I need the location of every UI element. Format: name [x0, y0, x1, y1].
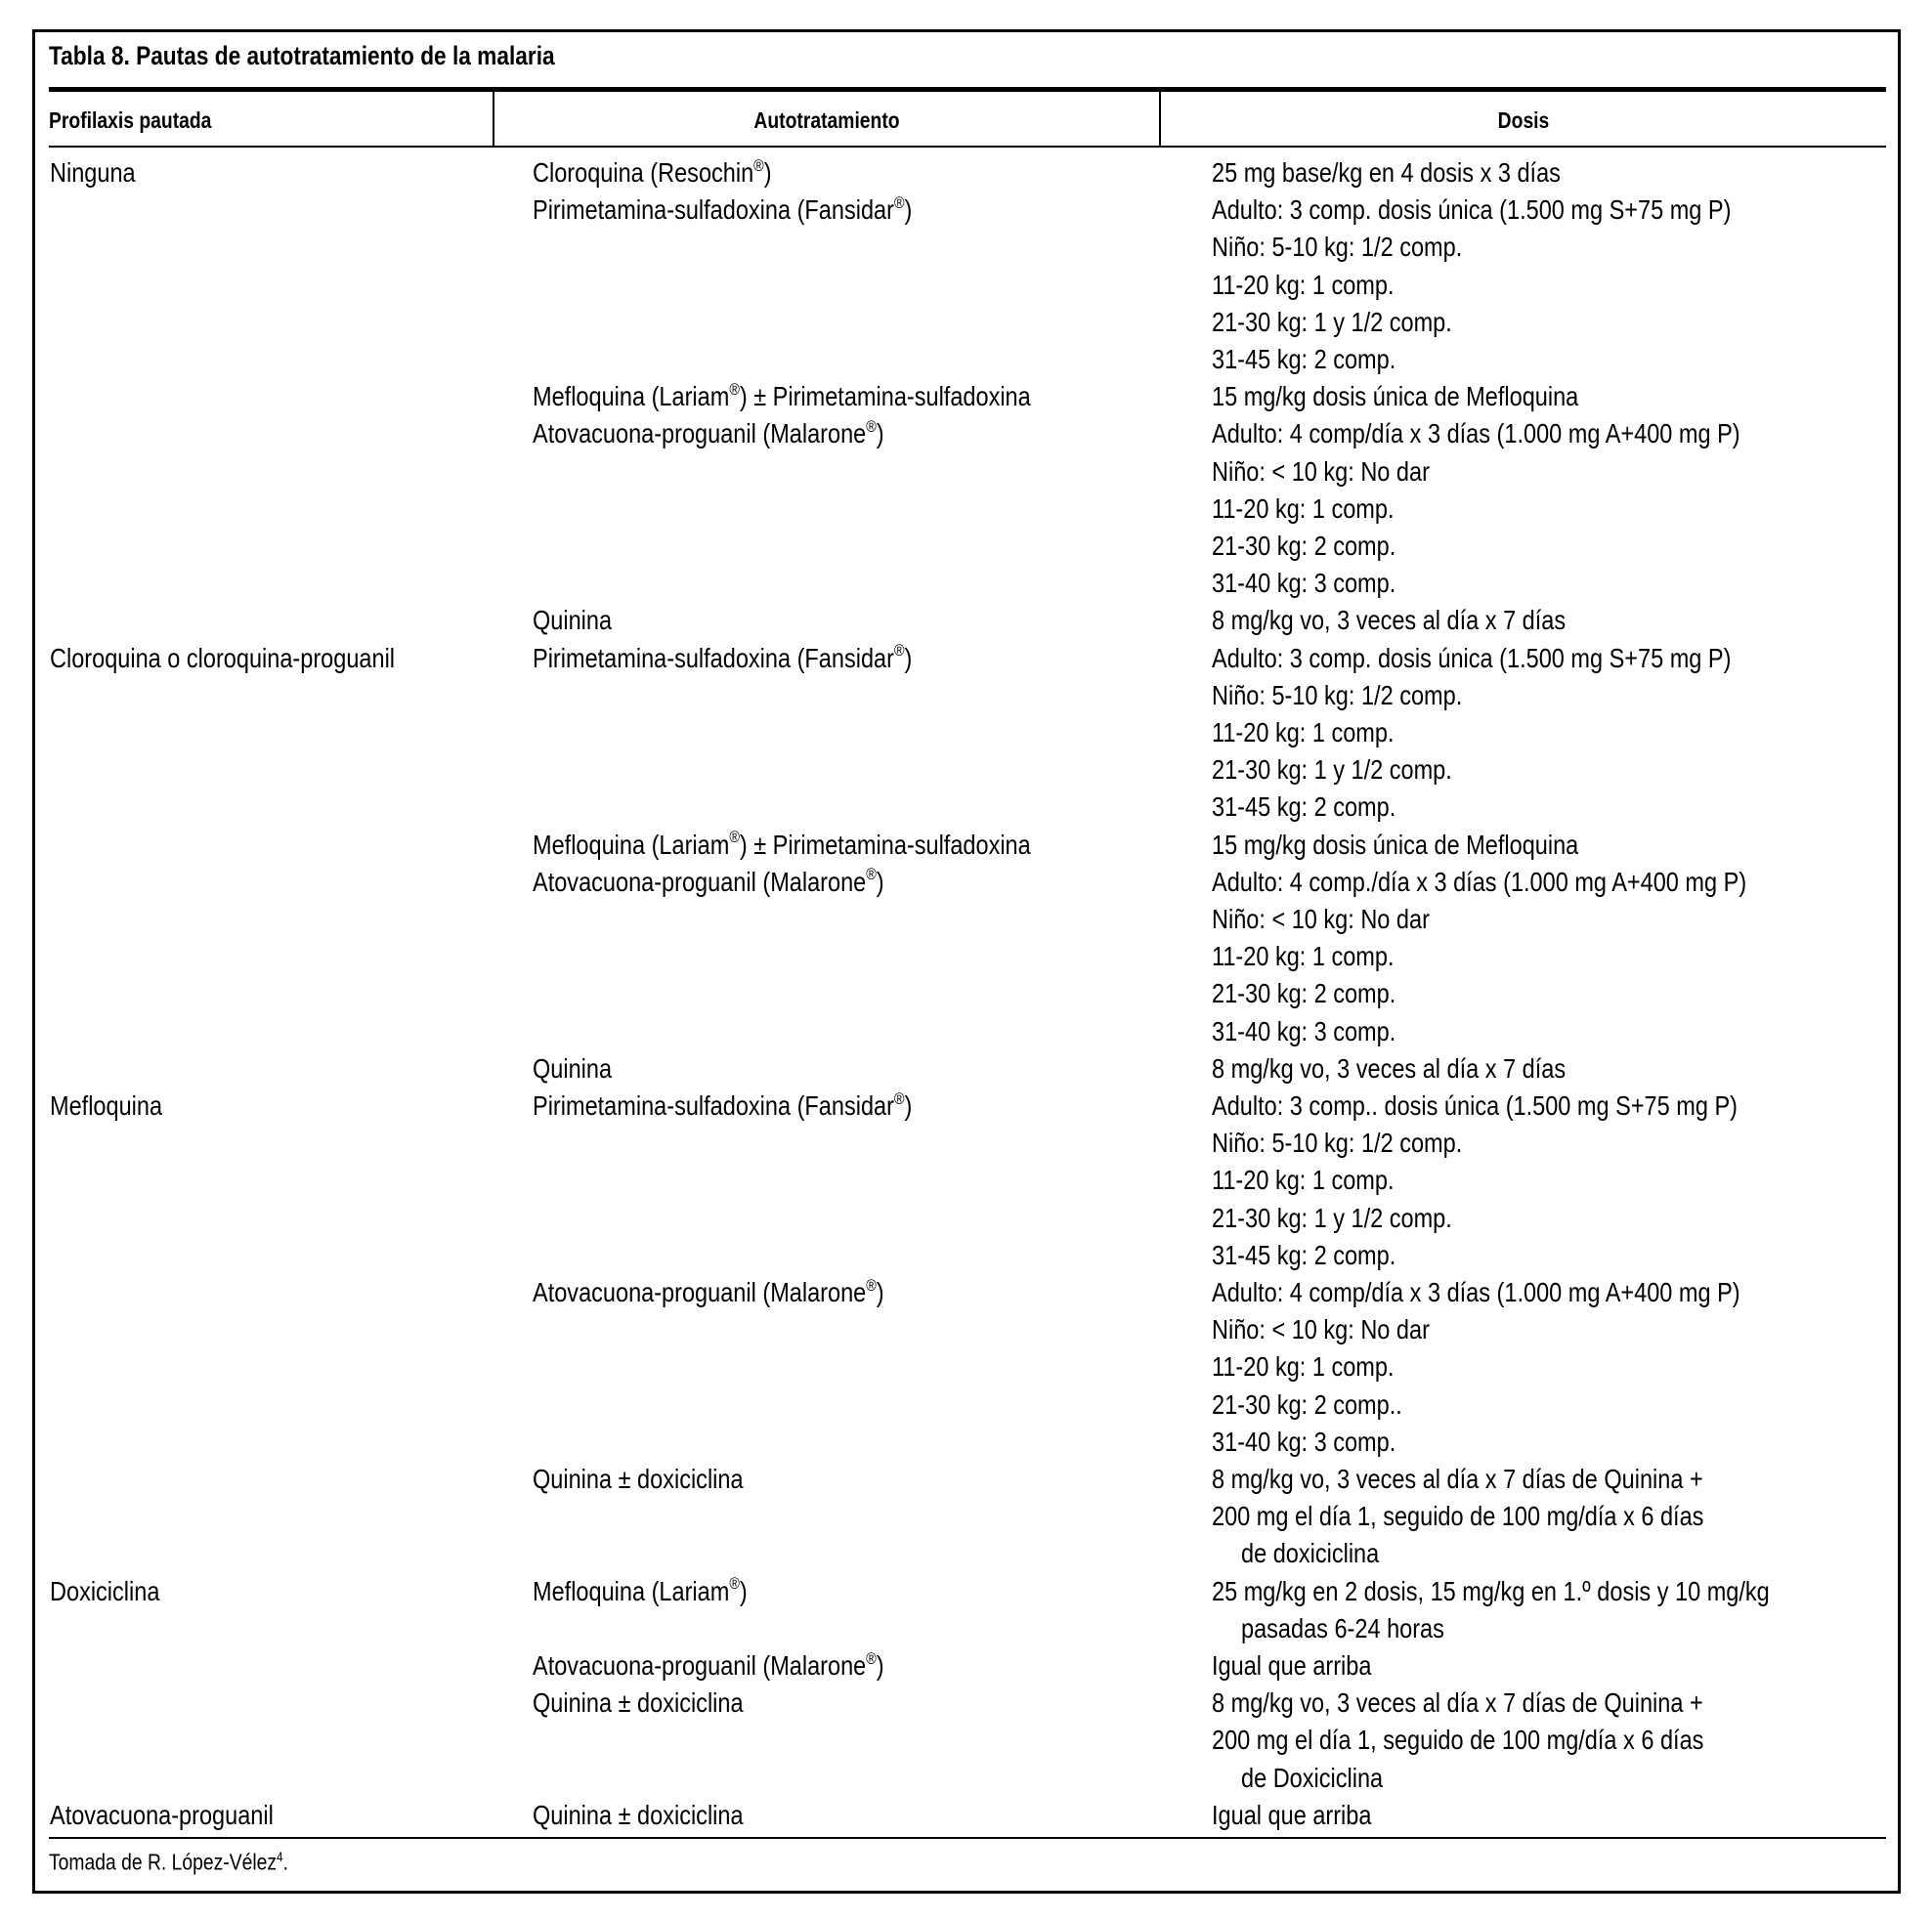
dosis-cell: 11-20 kg: 1 comp. — [1212, 1351, 1395, 1383]
drug-name: Mefloquina (Lariam — [533, 1575, 730, 1606]
autotratamiento-cell — [533, 1461, 744, 1498]
header-autotratamiento: Autotratamiento — [753, 107, 900, 133]
dosis-cell: 8 mg/kg vo, 3 veces al día x 7 días de Quinina + — [1212, 1464, 1703, 1494]
dosis-cell: 31-45 kg: 2 comp. — [1212, 344, 1396, 374]
header-dosis: Dosis — [1497, 107, 1550, 133]
dosis-cell: Adulto: 4 comp/día x 3 días (1.000 mg A+400 mg P) — [1212, 418, 1740, 449]
registered-mark: ® — [893, 192, 905, 212]
registered-mark: ® — [729, 1574, 740, 1594]
dosis-cell: Adulto: 3 comp. dosis única (1.500 mg S+75 mg P) — [1212, 642, 1732, 673]
dosis-cell: Niño: < 10 kg: No dar — [1212, 455, 1430, 487]
title-rule — [49, 87, 1886, 92]
registered-mark: ® — [866, 1648, 877, 1668]
dosis-cell: 21-30 kg: 2 comp. — [1212, 531, 1396, 561]
drug-name-suffix: ) — [876, 418, 884, 449]
drug-name: Pirimetamina-sulfadoxina (Fansidar — [533, 194, 894, 226]
drug-name: Pirimetamina-sulfadoxina (Fansidar — [533, 642, 894, 673]
table-title: Tabla 8. Pautas de autotratamiento de la malaria — [49, 41, 555, 70]
dosis-cell: 25 mg/kg en 2 dosis, 15 mg/kg en 1.º dosis y 10 mg/kg — [1212, 1575, 1770, 1606]
dosis-cell: 21-30 kg: 1 y 1/2 comp. — [1212, 306, 1452, 337]
dosis-cell: Adulto: 3 comp.. dosis única (1.500 mg S+75 mg P) — [1212, 1090, 1738, 1121]
drug-name-suffix: ) — [904, 642, 913, 673]
dosis-cell: 21-30 kg: 1 y 1/2 comp. — [1212, 1202, 1452, 1233]
dosis-cell: 31-40 kg: 3 comp. — [1212, 1426, 1396, 1457]
registered-mark: ® — [866, 1275, 877, 1295]
dosis-cell: 11-20 kg: 1 comp. — [1212, 269, 1395, 300]
autotratamiento-cell — [533, 415, 884, 452]
drug-name: Mefloquina (Lariam — [533, 829, 730, 860]
dosis-cell: Niño: 5-10 kg: 1/2 comp. — [1212, 679, 1463, 710]
dosis-cell: Adulto: 3 comp. dosis única (1.500 mg S+75 mg P) — [1212, 194, 1732, 226]
profilaxis-cell: Atovacuona-proguanil — [50, 1799, 274, 1830]
drug-name: Quinina — [533, 605, 613, 636]
autotratamiento-cell — [533, 1647, 884, 1685]
footnote-ref: 4 — [277, 1849, 283, 1864]
column-divider — [493, 92, 494, 146]
header-rule — [49, 146, 1886, 148]
autotratamiento-cell — [533, 827, 1031, 864]
autotratamiento-cell — [533, 1050, 612, 1088]
registered-mark: ® — [753, 155, 764, 175]
drug-name: Atovacuona-proguanil (Malarone — [533, 1650, 867, 1681]
drug-name: Quinina ± doxiciclina — [533, 1464, 744, 1494]
dosis-cell: 11-20 kg: 1 comp. — [1212, 1165, 1395, 1196]
drug-name: Quinina ± doxiciclina — [533, 1799, 744, 1830]
dosis-cell: 31-45 kg: 2 comp. — [1212, 1239, 1396, 1270]
autotratamiento-cell — [533, 154, 772, 192]
dosis-cell: 11-20 kg: 1 comp. — [1212, 941, 1395, 972]
dosis-cell: 8 mg/kg vo, 3 veces al día x 7 días de Quinina + — [1212, 1687, 1703, 1719]
profilaxis-cell: Mefloquina — [50, 1090, 163, 1121]
bottom-rule — [49, 1837, 1886, 1839]
registered-mark: ® — [866, 417, 877, 437]
drug-name-suffix: ) — [876, 1650, 884, 1681]
dosis-cell: Igual que arriba — [1212, 1799, 1372, 1830]
drug-name-suffix: ) ± Pirimetamina-sulfadoxina — [739, 381, 1031, 412]
column-divider — [1159, 92, 1161, 146]
drug-name: Atovacuona-proguanil (Malarone — [533, 866, 867, 897]
dosis-cell: 31-40 kg: 3 comp. — [1212, 1015, 1396, 1046]
dosis-cell: Adulto: 4 comp./día x 3 días (1.000 mg A+400 mg P) — [1212, 866, 1747, 897]
drug-name-suffix: ) — [904, 1090, 913, 1121]
profilaxis-cell: Doxiciclina — [50, 1575, 160, 1606]
dosis-cell: Niño: 5-10 kg: 1/2 comp. — [1212, 1128, 1463, 1159]
autotratamiento-cell — [533, 1274, 884, 1311]
dosis-cell: 200 mg el día 1, seguido de 100 mg/día x 6 días — [1212, 1725, 1704, 1756]
profilaxis-cell: Ninguna — [50, 157, 136, 188]
autotratamiento-cell — [533, 378, 1031, 415]
dosis-cell: Igual que arriba — [1212, 1650, 1372, 1681]
dosis-cell: 8 mg/kg vo, 3 veces al día x 7 días — [1212, 1052, 1567, 1084]
drug-name-suffix: ) ± Pirimetamina-sulfadoxina — [739, 829, 1031, 860]
registered-mark: ® — [893, 641, 905, 661]
autotratamiento-cell — [533, 864, 884, 901]
dosis-cell: Niño: 5-10 kg: 1/2 comp. — [1212, 232, 1463, 263]
dosis-cell: 200 mg el día 1, seguido de 100 mg/día x 6 días — [1212, 1501, 1704, 1532]
registered-mark: ® — [866, 865, 877, 884]
dosis-cell: 21-30 kg: 1 y 1/2 comp. — [1212, 754, 1452, 786]
autotratamiento-cell — [533, 1573, 748, 1610]
dosis-cell: pasadas 6-24 horas — [1241, 1612, 1444, 1643]
drug-name: Cloroquina (Resochin — [533, 157, 754, 188]
drug-name-suffix: ) — [876, 1277, 884, 1307]
dosis-cell: de Doxiciclina — [1241, 1762, 1384, 1793]
dosis-cell: Niño: < 10 kg: No dar — [1212, 1314, 1430, 1345]
dosis-cell: Niño: < 10 kg: No dar — [1212, 904, 1430, 934]
footnote-end: . — [282, 1849, 288, 1875]
dosis-cell: 11-20 kg: 1 comp. — [1212, 492, 1395, 524]
dosis-cell: 31-45 kg: 2 comp. — [1212, 791, 1396, 823]
drug-name: Atovacuona-proguanil (Malarone — [533, 1277, 867, 1307]
registered-mark: ® — [893, 1088, 905, 1108]
dosis-cell: 21-30 kg: 2 comp.. — [1212, 1388, 1402, 1420]
autotratamiento-cell — [533, 192, 912, 229]
autotratamiento-cell — [533, 1797, 744, 1834]
autotratamiento-cell — [533, 1088, 912, 1125]
dosis-cell: de doxiciclina — [1241, 1538, 1380, 1569]
drug-name-suffix: ) — [763, 157, 772, 188]
footnote-text: Tomada de R. López-Vélez — [49, 1849, 278, 1875]
drug-name-suffix: ) — [904, 194, 913, 226]
drug-name: Mefloquina (Lariam — [533, 381, 730, 412]
dosis-cell: 15 mg/kg dosis única de Mefloquina — [1212, 381, 1579, 412]
drug-name: Pirimetamina-sulfadoxina (Fansidar — [533, 1090, 894, 1121]
dosis-cell: 25 mg base/kg en 4 dosis x 3 días — [1212, 157, 1561, 188]
drug-name-suffix: ) — [876, 866, 884, 897]
dosis-cell: 11-20 kg: 1 comp. — [1212, 717, 1395, 747]
registered-mark: ® — [729, 379, 740, 399]
drug-name: Quinina — [533, 1052, 613, 1084]
dosis-cell: 31-40 kg: 3 comp. — [1212, 568, 1396, 599]
header-profilaxis: Profilaxis pautada — [49, 107, 212, 133]
dosis-cell: Adulto: 4 comp/día x 3 días (1.000 mg A+400 mg P) — [1212, 1277, 1740, 1307]
table-footnote — [49, 1849, 288, 1876]
profilaxis-cell: Cloroquina o cloroquina-proguanil — [50, 642, 396, 673]
registered-mark: ® — [729, 828, 740, 847]
drug-name: Quinina ± doxiciclina — [533, 1687, 744, 1719]
dosis-cell: 21-30 kg: 2 comp. — [1212, 978, 1396, 1009]
autotratamiento-cell — [533, 640, 912, 677]
autotratamiento-cell — [533, 1685, 744, 1722]
drug-name-suffix: ) — [739, 1575, 748, 1606]
autotratamiento-cell — [533, 602, 612, 639]
drug-name: Atovacuona-proguanil (Malarone — [533, 418, 867, 449]
dosis-cell: 8 mg/kg vo, 3 veces al día x 7 días — [1212, 605, 1567, 636]
dosis-cell: 15 mg/kg dosis única de Mefloquina — [1212, 829, 1579, 860]
table-frame — [32, 29, 1901, 1894]
